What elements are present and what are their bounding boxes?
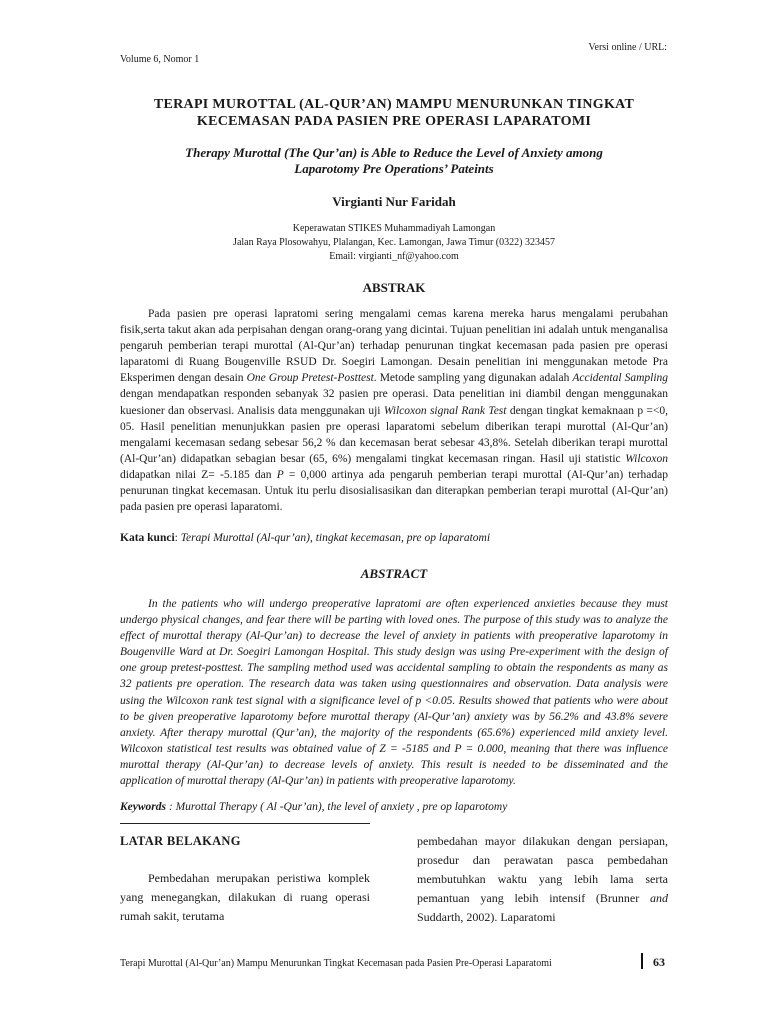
- page-number: 63: [653, 955, 665, 969]
- subtitle-line-2: Laparotomy Pre Operations’ Pateints: [294, 161, 494, 176]
- article-title: [120, 96, 668, 130]
- abstract-paragraph: In the patients who will undergo preoperative lapratomi are often experienced anxieties because they must undergo physical changes, and fear there will be parting with loved ones. The purpose of this study was to analyze the effect of murottal therapy (Al-Qur’an) to decrease the level of anxiety in patients with preoperative laparotomy in Bougenville Ward at Dr. Soegiri Lamongan Hospital. This study design was using Pre-experiment with the design of one group pretest-posttest. The sampling method used was accidental sampling to obtain the respondents as many as 32 patients pre operation. The research data was taken using questionnaires and observation. Data analysis were using the Wilcoxon rank test signal with a significance level of p <0.05. Results showed that patients who were about to be given preoperative laparotomy before murottal therapy (Al-Qur’an) anxiety was by 56.2% and 43.8% severe anxiety. After therapy murottal (Qur’an), the majority of the respondents (65.6%) experienced mild anxiety level. Wilcoxon statistical test results was obtained value of Z = -5185 and P = 0.000, meaning that there was influence murottal therapy (Al-Qur’an) to decrease levels of anxiety. This result is needed to be disseminated and the application of murottal therapy (Al-Qur’an) in patients with preoperative laparotomy.: [120, 598, 668, 788]
- right-column: pembedahan mayor dilakukan dengan persiapan, prosedur dan perawatan pasca pembedahan membutuhkan waktu yang lebih lama serta pemantuan yang lebih intensif (Brunner and Suddarth, 2002). Laparatomi: [417, 834, 668, 924]
- abstract-heading: ABSTRACT: [360, 566, 428, 581]
- abstrak-paragraph: Pada pasien pre operasi lapratomi sering mengalami cemas karena mereka harus mengalami perubahan fisik,serta takut akan ada perpisahan dengan orang-orang yang dicintai. Tujuan penelitian ini adalah untuk menganalisa pengaruh pemberian terapi murottal (Al-Qur’an) terhadap penurunan tingkat kecemasan pada pasien pre operasi laparatomi di Ruang Bougenville RSUD Dr. Soegiri Lamongan. Desain penelitian ini menggunakan metode Pra Eksperimen dengan desain One Group Pretest-Posttest. Metode sampling yang digunakan adalah Accidental Sampling dengan mendapatkan responden sebanyak 32 pasien pre operasi. Data penelitian ini diambil dengan menggunakan kuesioner dan observasi. Analisis data menggunakan uji Wilcoxon signal Rank Test dengan tingkat kemaknaan p =<0, 05. Hasil penelitian menunjukkan pasien pre operasi laparatomi sebelum diberikan terapi murottal (Al-Qur’an) mengalami kecemasan sedang sebesar 56,2 % dan kecemasan berat sebesar 43,8%. Setelah diberikan terapi murottal (Al-Qur’an) didapatkan sebagian besar (65, 6%) mengalami tingkat kecemasan ringan. Hasil uji statistic Wilcoxon didapatkan nilai Z= -5.185 dan P = 0,000 artinya ada pengaruh pemberian terapi murottal (Al-Qur’an) terhadap penurunan tingkat kecemasan. Untuk itu perlu disosialisasikan dan diterapkan pemberian terapi murottal (Al-Qur’an) pada pasien pre operasi laparatomi.: [120, 308, 669, 514]
- affiliation-block: [120, 222, 668, 264]
- section-divider: [120, 823, 370, 824]
- running-title: Terapi Murottal (Al-Qur’an) Mampu Menurunkan Tingkat Kecemasan pada Pasien Pre-Operasi Laparatomi: [120, 958, 552, 969]
- author-name: Virgianti Nur Faridah: [332, 194, 456, 209]
- title-line-2: KECEMASAN PADA PASIEN PRE OPERASI LAPARATOMI: [196, 114, 592, 129]
- abstract-body: [120, 596, 668, 789]
- affiliation-institution: Keperawatan STIKES Muhammadiyah Lamongan: [292, 223, 496, 234]
- keywords: [120, 801, 668, 813]
- latar-belakang-heading: LATAR BELAKANG: [120, 834, 241, 848]
- kata-kunci-label: Kata kunci: [120, 532, 175, 544]
- kata-kunci: Kata kunci: Terapi Murottal (Al-qur’an), tingkat kecemasan, pre op laparatomi: [120, 532, 491, 544]
- volume-label: Volume 6, Nomor 1: [120, 54, 200, 65]
- title-line-1: TERAPI MUROTTAL (AL-QUR’AN) MAMPU MENURUNKAN TINGKAT: [153, 97, 635, 112]
- abstrak-heading: ABSTRAK: [362, 280, 426, 295]
- keywords-label: Keywords: [120, 801, 166, 813]
- keywords-text: : Murottal Therapy ( Al -Qur’an), the level of anxiety , pre op laparotomy: [166, 801, 508, 813]
- footer-divider: [641, 953, 643, 969]
- subtitle-line-1: Therapy Murottal (The Qur’an) is Able to Reduce the Level of Anxiety among: [185, 145, 603, 160]
- abstrak-body: [120, 306, 668, 515]
- kata-kunci-text: Terapi Murottal (Al-qur’an), tingkat kecemasan, pre op laparatomi: [180, 532, 491, 544]
- left-column: [120, 834, 370, 926]
- url-label: Versi online / URL:: [588, 42, 667, 53]
- affiliation-address: Jalan Raya Plosowahyu, Plalangan, Kec. Lamongan, Jawa Timur (0322) 323457: [233, 237, 555, 248]
- article-subtitle: [120, 145, 668, 177]
- latar-left-paragraph: Pembedahan merupakan peristiwa komplek yang menegangkan, dilakukan di ruang operasi rumah sakit, terutama: [120, 871, 370, 923]
- affiliation-email: Email: virgianti_nf@yahoo.com: [329, 251, 459, 262]
